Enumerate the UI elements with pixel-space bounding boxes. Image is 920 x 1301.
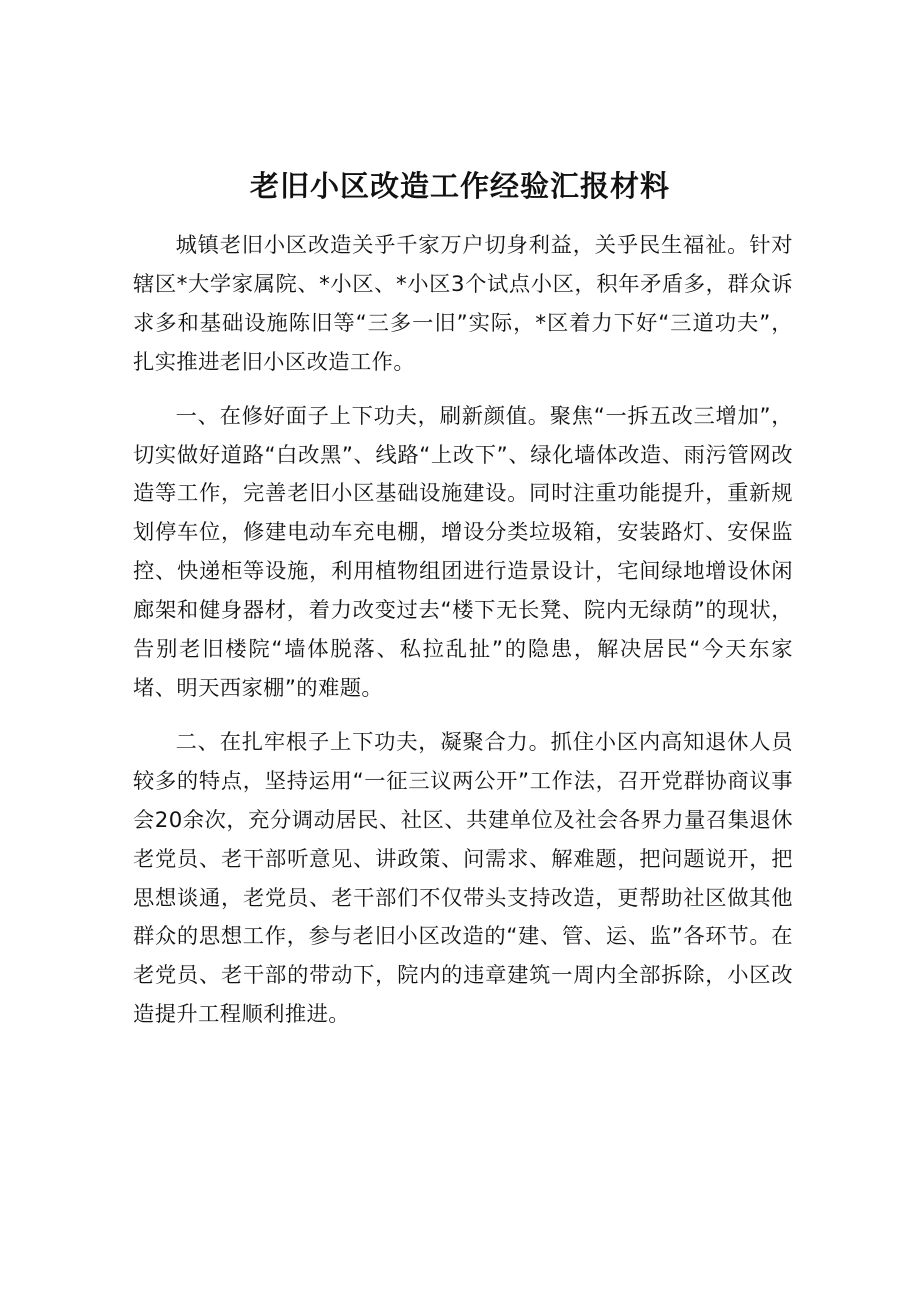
paragraph-section-one: 一、在修好面子上下功夫，刷新颜值。聚焦“一拆五改三增加”，切实做好道路“白改黑”、线路“上改下”、绿化墙体改造、雨污管网改造等工作，完善老旧小区基础设施建设。同时注重功能提升，重新规划停车位，修建电动车充电棚，增设分类垃圾箱，安装路灯、安保监控、快递柜等设施，利用植物组团进行造景设计，宅间绿地增设休闲廊架和健身器材，着力改变过去“楼下无长凳、院内无绿荫”的现状，告别老旧楼院“墙体脱落、私拉乱扯”的隐患，解决居民“今天东家堵、明天西家棚”的难题。 <box>133 403 793 701</box>
paragraph-section-two: 二、在扎牢根子上下功夫，凝聚合力。抓住小区内高知退休人员较多的特点，坚持运用“一征三议两公开”工作法，召开党群协商议事会20余次，充分调动居民、社区、共建单位及社会各界力量召集退休老党员、老干部听意见、讲政策、问需求、解难题，把问题说开，把思想谈通，老党员、老干部们不仅带头支持改造，更帮助社区做其他群众的思想工作，参与老旧小区改造的“建、管、运、监”各环节。在老党员、老干部的带动下，院内的违章建筑一周内全部拆除，小区改造提升工程顺利推进。 <box>133 729 793 1028</box>
paragraph-intro: 城镇老旧小区改造关乎千家万户切身利益，关乎民生福祉。针对辖区*大学家属院、*小区、*小区3个试点小区，积年矛盾多，群众诉求多和基础设施陈旧等“三多一旧”实际，*区着力下好“三道功夫”，扎实推进老旧小区改造工作。 <box>133 233 793 375</box>
document-body <box>133 227 793 1035</box>
document-title: 老旧小区改造工作经验汇报材料 <box>249 169 670 203</box>
